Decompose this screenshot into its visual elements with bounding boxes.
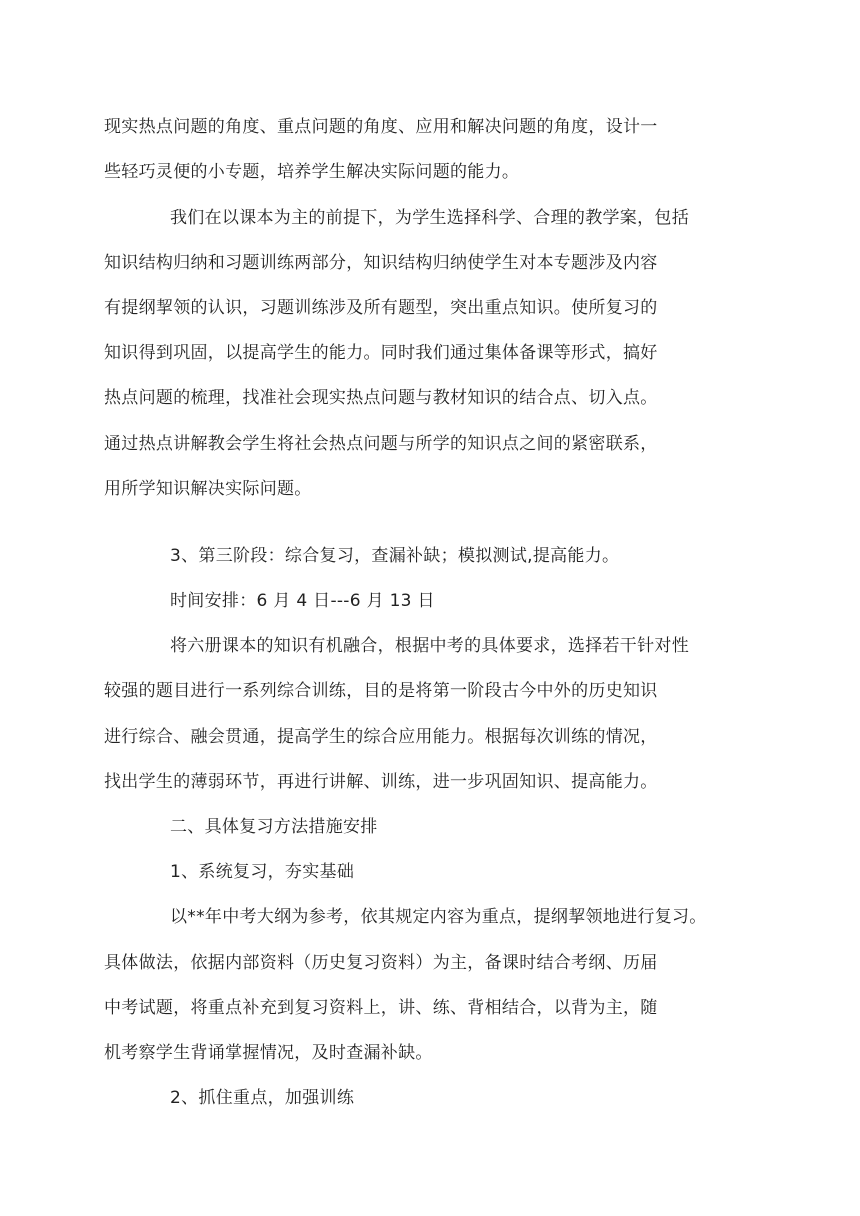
text-line: 机考察学生背诵掌握情况，及时查漏补缺。 xyxy=(104,1043,433,1063)
text-line: 知识得到巩固，以提高学生的能力。同时我们通过集体备课等形式，搞好 xyxy=(104,343,658,363)
text-line: 较强的题目进行一系列综合训练，目的是将第一阶段古今中外的历史知识 xyxy=(104,681,658,701)
text-line: 通过热点讲解教会学生将社会热点问题与所学的知识点之间的紧密联系， xyxy=(104,434,658,454)
text-line: 中考试题，将重点补充到复习资料上，讲、练、背相结合，以背为主，随 xyxy=(104,998,658,1018)
text-line: 用所学知识解决实际问题。 xyxy=(104,479,312,499)
subsection-heading: 1、系统复习，夯实基础 xyxy=(170,862,355,882)
text-line: 进行综合、融会贯通，提高学生的综合应用能力。根据每次训练的情况， xyxy=(104,727,658,747)
text-line: 现实热点问题的角度、重点问题的角度、应用和解决问题的角度，设计一 xyxy=(104,117,658,137)
text-line: 找出学生的薄弱环节，再进行讲解、训练，进一步巩固知识、提高能力。 xyxy=(104,772,658,792)
text-line: 有提纲挈领的认识，习题训练涉及所有题型，突出重点知识。使所复习的 xyxy=(104,298,658,318)
paragraph-start-line: 将六册课本的知识有机融合，根据中考的具体要求，选择若干针对性 xyxy=(170,636,689,656)
schedule-line: 时间安排：6 月 4 日---6 月 13 日 xyxy=(170,591,435,611)
text-line: 知识结构归纳和习题训练两部分，知识结构归纳使学生对本专题涉及内容 xyxy=(104,253,658,273)
text-line: 热点问题的梳理，找准社会现实热点问题与教材知识的结合点、切入点。 xyxy=(104,388,658,408)
paragraph-start-line: 我们在以课本为主的前提下，为学生选择科学、合理的教学案，包括 xyxy=(170,208,689,228)
text-line: 些轻巧灵便的小专题，培养学生解决实际问题的能力。 xyxy=(104,162,520,182)
text-line: 具体做法，依据内部资料（历史复习资料）为主，备课时结合考纲、历届 xyxy=(104,953,658,973)
section-heading: 二、具体复习方法措施安排 xyxy=(170,817,378,837)
paragraph-start-line: 以**年中考大纲为参考，依其规定内容为重点，提纲挈领地进行复习。 xyxy=(170,907,707,927)
subsection-heading: 2、抓住重点，加强训练 xyxy=(170,1088,355,1108)
section-heading: 3、第三阶段：综合复习，查漏补缺；模拟测试,提高能力。 xyxy=(170,546,620,566)
